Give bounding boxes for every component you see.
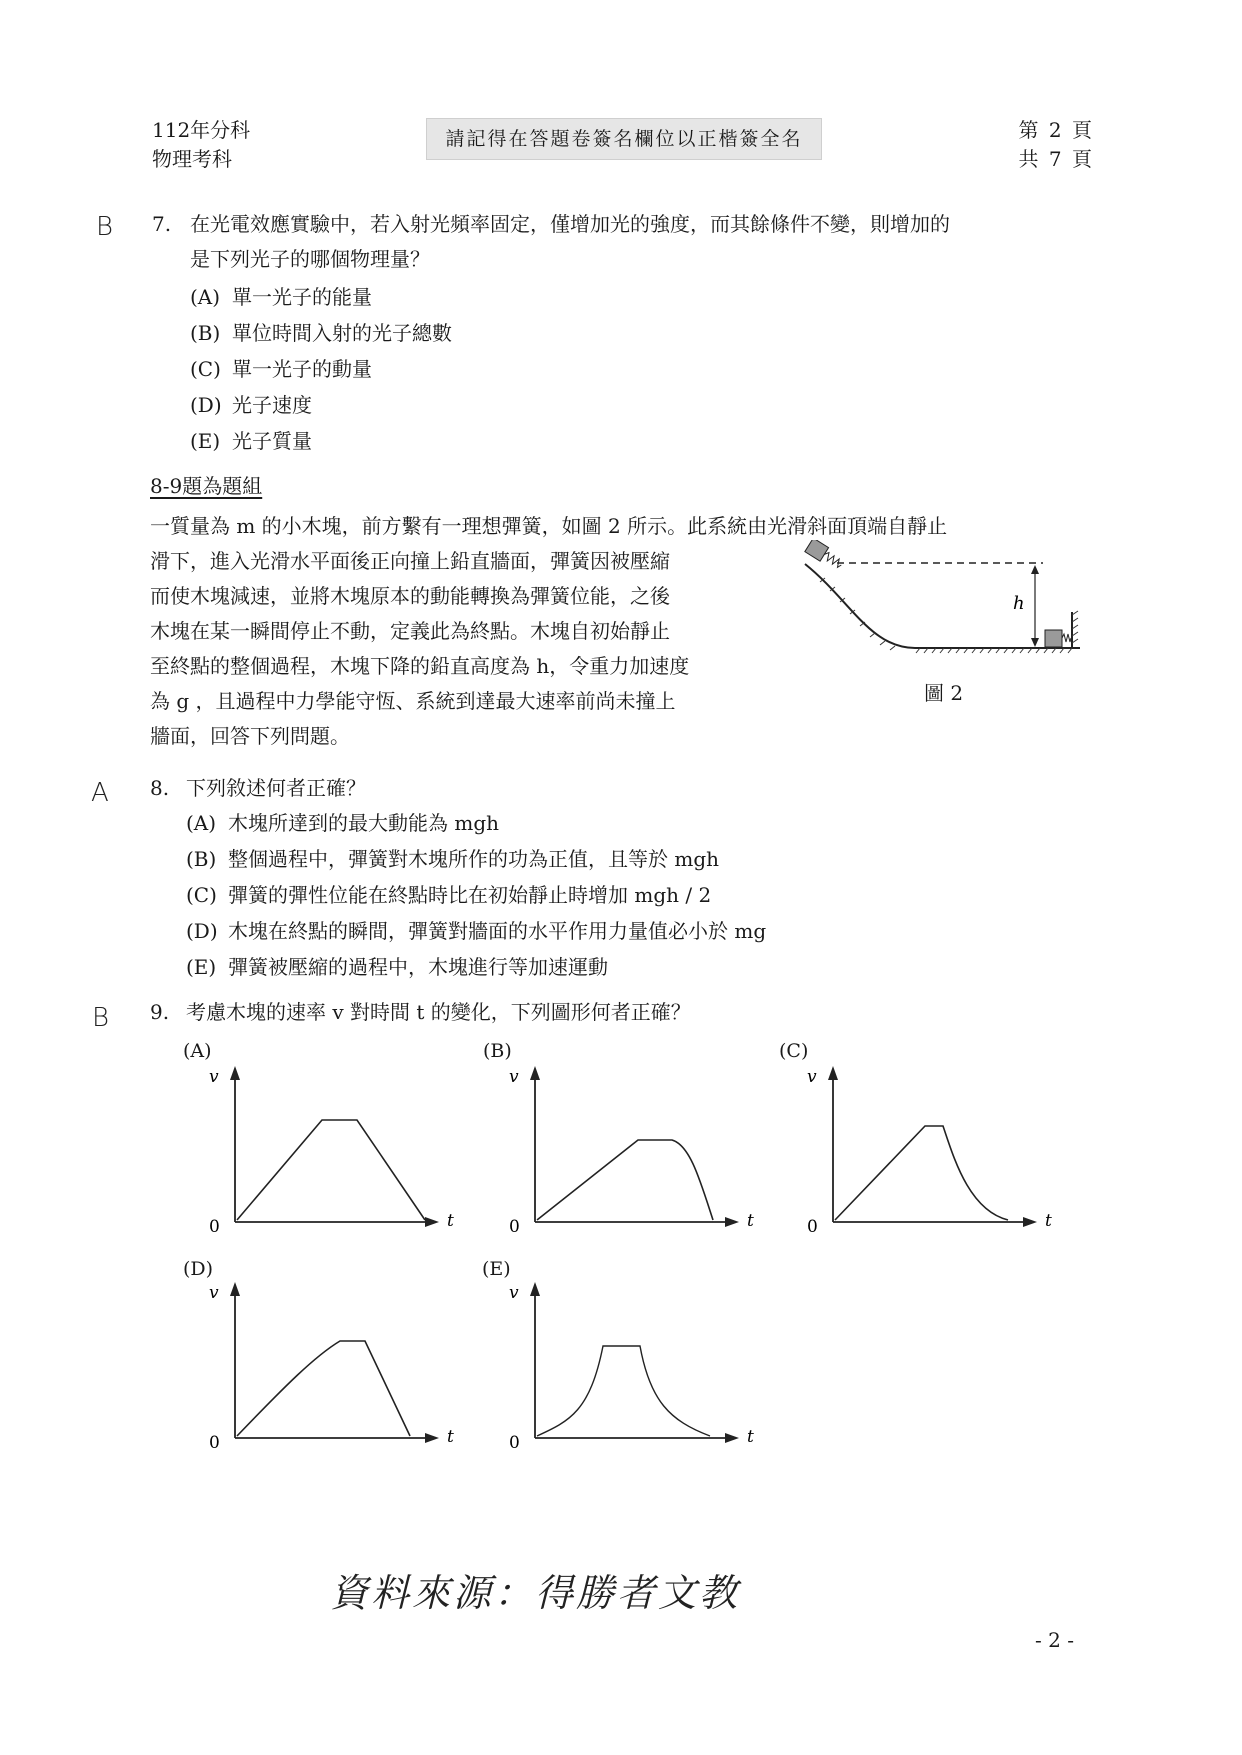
- q7-answer-mark: B: [96, 212, 114, 242]
- option-text: 彈簧的彈性位能在終點時比在初始靜止時增加 mgh / 2: [228, 883, 712, 907]
- option-text: 整個過程中，彈簧對木塊所作的功為正值，且等於 mgh: [228, 847, 720, 871]
- option-letter: (D): [186, 919, 218, 943]
- height-label: h: [1013, 593, 1025, 614]
- origin-label: 0: [209, 1433, 220, 1453]
- x-axis-label: t: [447, 1427, 454, 1447]
- group-text-line7: 牆面，回答下列問題。: [150, 724, 350, 748]
- x-axis-arrow: [425, 1217, 439, 1227]
- q8-number: 8.: [150, 776, 170, 800]
- y-axis-label: v: [509, 1067, 519, 1087]
- incline-surface: [805, 564, 1080, 648]
- compressed-spring: [1062, 634, 1071, 642]
- graph-a: [195, 1060, 465, 1240]
- q9-answer-mark: B: [92, 1003, 110, 1033]
- origin-label: 0: [509, 1217, 520, 1237]
- y-axis-arrow: [828, 1066, 838, 1080]
- origin-label: 0: [807, 1217, 818, 1237]
- graph-c-label: (C): [779, 1040, 809, 1062]
- x-axis-label: t: [747, 1211, 754, 1231]
- x-axis-arrow: [725, 1433, 739, 1443]
- group-text-line1: 一質量為 m 的小木塊，前方繫有一理想彈簧，如圖 2 所示。此系統由光滑斜面頂端自靜止: [150, 514, 948, 538]
- vt-curve: [835, 1126, 1008, 1220]
- option-text: 光子速度: [232, 393, 312, 417]
- option-text: 單一光子的能量: [232, 285, 372, 309]
- vt-curve: [537, 1140, 713, 1220]
- y-axis-arrow: [230, 1066, 240, 1080]
- option-letter: (C): [190, 357, 221, 381]
- x-axis-label: t: [1045, 1211, 1052, 1231]
- group-text-line6: 為 g ，且過程中力學能守恆、系統到達最大速率前尚未撞上: [150, 689, 676, 713]
- y-axis-label: v: [807, 1067, 817, 1087]
- q7-option-c: [190, 351, 372, 387]
- height-arrow-head-bottom: [1031, 638, 1039, 647]
- q8-option-c: [186, 877, 711, 913]
- exam-subject: 物理考科: [152, 147, 232, 171]
- x-axis-label: t: [747, 1427, 754, 1447]
- vt-curve: [537, 1346, 710, 1436]
- q7-stem-line1: 在光電效應實驗中，若入射光頻率固定，僅增加光的強度，而其餘條件不變，則增加的: [190, 212, 950, 236]
- graph-b: [495, 1060, 765, 1240]
- block-at-top: [805, 540, 846, 572]
- q7-option-a: [190, 279, 372, 315]
- option-text: 木塊所達到的最大動能為 mgh: [228, 811, 500, 835]
- option-letter: (A): [186, 811, 217, 835]
- height-arrow-head-top: [1031, 565, 1039, 574]
- x-axis-label: t: [447, 1211, 454, 1231]
- page-current: 第 2 頁: [1018, 118, 1094, 142]
- group-text-line4: 木塊在某一瞬間停止不動，定義此為終點。木塊自初始靜止: [150, 619, 670, 643]
- y-axis-arrow: [530, 1282, 540, 1296]
- page-total: 共 7 頁: [1018, 147, 1094, 171]
- handwritten-source-note: 資料來源：得勝者文教: [330, 1571, 741, 1615]
- vt-curve: [237, 1120, 425, 1220]
- q8-answer-mark: A: [91, 778, 109, 808]
- q8-option-a: [186, 805, 499, 841]
- option-text: 單位時間入射的光子總數: [232, 321, 452, 345]
- q7-stem-line2: 是下列光子的哪個物理量？: [190, 247, 430, 271]
- y-axis-arrow: [530, 1066, 540, 1080]
- graph-c: [793, 1060, 1063, 1240]
- q8-option-d: [186, 913, 766, 949]
- y-axis-label: v: [209, 1067, 219, 1087]
- option-text: 單一光子的動量: [232, 357, 372, 381]
- option-letter: (E): [190, 429, 221, 453]
- q8-option-b: [186, 841, 719, 877]
- q8-option-e: [186, 949, 608, 985]
- origin-label: 0: [509, 1433, 520, 1453]
- vt-curve: [237, 1341, 410, 1436]
- graph-a-label: (A): [183, 1040, 212, 1062]
- option-text: 光子質量: [232, 429, 312, 453]
- q7-option-d: [190, 387, 312, 423]
- x-axis-arrow: [425, 1433, 439, 1443]
- signature-reminder-banner: 請記得在答題卷簽名欄位以正楷簽全名: [426, 118, 822, 160]
- graph-d: [195, 1276, 465, 1456]
- origin-label: 0: [209, 1217, 220, 1237]
- option-letter: (D): [190, 393, 222, 417]
- group-text-line2: 滑下，進入光滑水平面後正向撞上鉛直牆面，彈簧因被壓縮: [150, 549, 670, 573]
- group-title: 8-9題為題組: [150, 474, 263, 498]
- group-text-line5: 至終點的整個過程，木塊下降的鉛直高度為 h，令重力加速度: [150, 654, 690, 678]
- graph-e-label: (E): [482, 1258, 511, 1280]
- group-text-line3: 而使木塊減速，並將木塊原本的動能轉換為彈簧位能，之後: [150, 584, 670, 608]
- y-axis-arrow: [230, 1282, 240, 1296]
- graph-b-label: (B): [483, 1040, 512, 1062]
- page-number: - 2 -: [1035, 1628, 1074, 1652]
- graph-d-label: (D): [183, 1258, 214, 1280]
- q7-number: 7.: [152, 212, 172, 236]
- option-letter: (E): [186, 955, 217, 979]
- graph-e: [495, 1276, 765, 1456]
- x-axis-arrow: [725, 1217, 739, 1227]
- option-letter: (B): [190, 321, 221, 345]
- q8-stem: 下列敘述何者正確？: [186, 776, 366, 800]
- option-letter: (C): [186, 883, 217, 907]
- option-letter: (A): [190, 285, 221, 309]
- option-text: 彈簧被壓縮的過程中，木塊進行等加速運動: [228, 955, 608, 979]
- q7-option-e: [190, 423, 312, 459]
- figure-2-incline-diagram: [795, 540, 1095, 660]
- block-at-wall: [1045, 630, 1062, 647]
- y-axis-label: v: [509, 1283, 519, 1303]
- q9-stem: 考慮木塊的速率 v 對時間 t 的變化，下列圖形何者正確？: [186, 1000, 691, 1024]
- x-axis-arrow: [1023, 1217, 1037, 1227]
- option-letter: (B): [186, 847, 217, 871]
- y-axis-label: v: [209, 1283, 219, 1303]
- exam-year: 112年分科: [152, 118, 251, 142]
- q9-number: 9.: [150, 1000, 170, 1024]
- option-text: 木塊在終點的瞬間，彈簧對牆面的水平作用力量值必小於 mg: [228, 919, 767, 943]
- q7-option-b: [190, 315, 452, 351]
- figure-2-caption: 圖 2: [924, 681, 964, 705]
